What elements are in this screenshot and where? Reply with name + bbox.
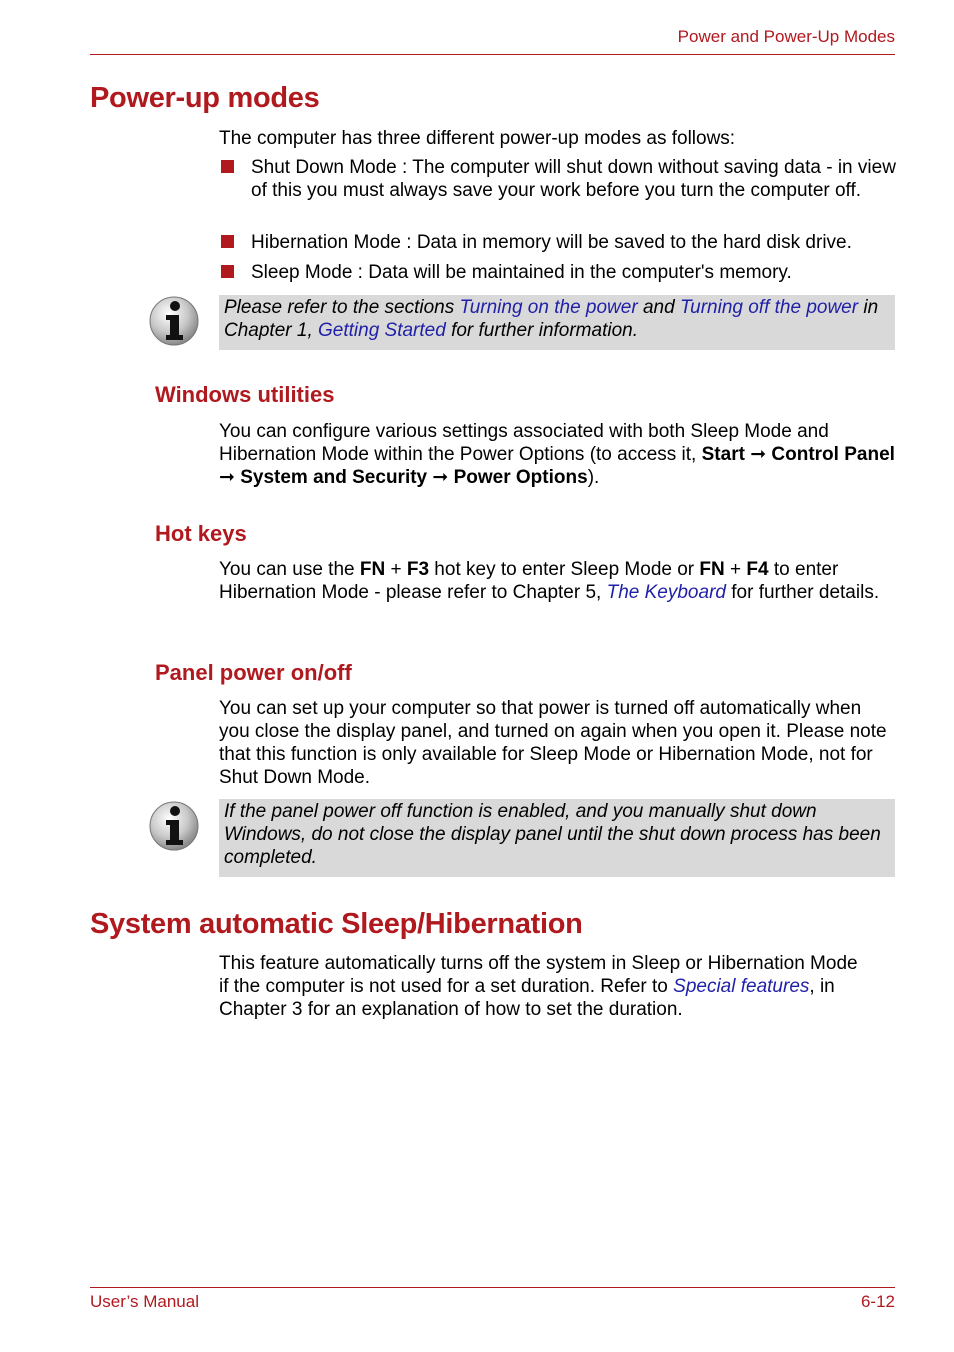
running-header: Power and Power-Up Modes xyxy=(677,27,895,46)
bullet-marker xyxy=(221,265,234,278)
header-rule xyxy=(90,54,895,55)
body-text: You can use the xyxy=(219,559,360,580)
menu-path-power-options: Power Options xyxy=(453,467,588,488)
body-text: for further details. xyxy=(725,582,880,603)
heading-system-auto-sleep: System automatic Sleep/Hibernation xyxy=(90,908,583,940)
panel-power-body: You can set up your computer so that power is turned off automatically when you close the display panel, and turned on again when you open it. Please note that this function is only available for Sleep Mode or Hibernation Mode, not for Shut Down Mode. xyxy=(219,698,887,788)
body-text: , in Chapter 3 for an explanation of how to set the duration. xyxy=(219,976,835,1020)
link-turning-on-power[interactable]: Turning on the power xyxy=(459,297,638,318)
hot-keys-body xyxy=(219,558,899,604)
arrow-icon: ➞ xyxy=(432,467,449,488)
bullet-marker xyxy=(221,160,234,173)
key-f4: F4 xyxy=(746,559,769,580)
body-text: + xyxy=(724,559,747,580)
link-the-keyboard[interactable]: The Keyboard xyxy=(606,582,726,603)
heading-power-up-modes: Power-up modes xyxy=(90,82,320,114)
menu-path-system-security: System and Security xyxy=(240,467,428,488)
note-text: and xyxy=(637,297,680,318)
key-fn: FN xyxy=(699,559,725,580)
body-text: hot key to enter Sleep Mode or xyxy=(429,559,700,580)
bullet-marker xyxy=(221,235,234,248)
arrow-icon: ➞ xyxy=(219,467,235,488)
heading-windows-utilities: Windows utilities xyxy=(155,382,335,407)
body-text: You can configure various settings associated with both Sleep Mode and Hibernation Mode within the Power Options (to access it, xyxy=(219,421,829,465)
power-up-intro: The computer has three different power-up modes as follows: xyxy=(219,128,736,149)
key-f3: F3 xyxy=(406,559,430,580)
windows-utilities-body xyxy=(219,420,895,489)
info-icon xyxy=(148,800,200,852)
key-fn: FN xyxy=(359,559,386,580)
body-text: + xyxy=(385,559,407,580)
body-text: This feature automatically turns off the system in Sleep or Hibernation Mode if the computer is not used for a set duration. Refer to xyxy=(219,953,858,997)
note-text: in Chapter 1, xyxy=(224,297,879,341)
menu-path-control-panel: Control Panel xyxy=(771,444,895,465)
system-auto-body xyxy=(219,952,869,1021)
footer-manual-title: User’s Manual xyxy=(90,1292,199,1311)
bullet-text: Hibernation Mode : Data in memory will be saved to the hard disk drive. xyxy=(251,232,852,253)
info-icon xyxy=(148,295,200,347)
heading-panel-power: Panel power on/off xyxy=(155,660,352,685)
footer-rule xyxy=(90,1287,895,1288)
body-text: ). xyxy=(587,467,600,488)
link-turning-off-power[interactable]: Turning off the power xyxy=(679,297,859,318)
body-text: to enter Hibernation Mode - please refer to Chapter 5, xyxy=(219,559,839,603)
link-special-features[interactable]: Special features xyxy=(673,976,810,997)
note-text: Please refer to the sections xyxy=(224,297,460,318)
page-number: 6-12 xyxy=(860,1292,895,1311)
link-getting-started[interactable]: Getting Started xyxy=(318,320,446,341)
arrow-icon: ➞ xyxy=(750,444,767,465)
menu-path-start: Start xyxy=(701,444,745,465)
note-box xyxy=(219,295,895,350)
bullet-text: Shut Down Mode : The computer will shut down without saving data - in view of this you must always save your work before you turn the computer off. xyxy=(251,157,896,201)
note-text: for further information. xyxy=(445,320,638,341)
note-text: If the panel power off function is enabled, and you manually shut down Windows, do not close the display panel until the shut down process has been completed. xyxy=(224,801,881,868)
note-box xyxy=(219,799,895,877)
heading-hot-keys: Hot keys xyxy=(155,521,247,546)
bullet-text: Sleep Mode : Data will be maintained in the computer's memory. xyxy=(251,262,792,283)
